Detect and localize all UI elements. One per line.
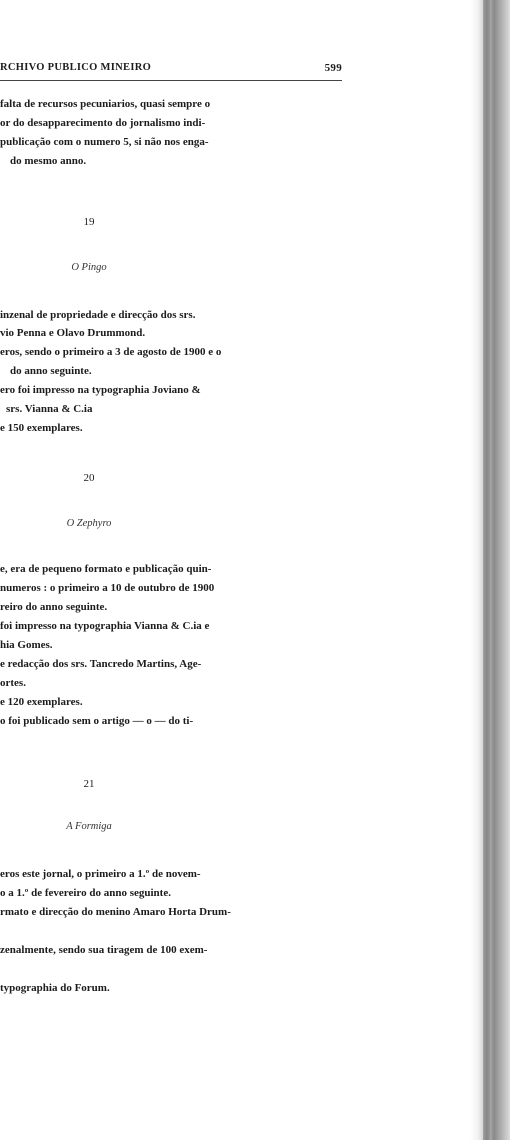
section-number: 20 — [83, 472, 95, 484]
section-number: 21 — [83, 778, 95, 790]
section-line: eros este jornal, o primeiro a 1.º de novem- — [0, 868, 201, 880]
section-title: A Formiga — [66, 821, 112, 832]
section-line: foi impresso na typographia Vianna & C.ia e — [0, 620, 210, 632]
intro-line: publicação com o numero 5, si não nos enga- — [0, 136, 209, 148]
section-number: 19 — [83, 216, 95, 228]
section-line: inzenal de propriedade e direcção dos srs. — [0, 309, 196, 321]
section-line: hia Gomes. — [0, 639, 53, 651]
section-line: numeros : o primeiro a 10 de outubro de 1900 — [0, 582, 215, 594]
book-spine-shadow — [470, 0, 510, 1140]
section-line: e redacção dos srs. Tancredo Martins, Age- — [0, 658, 202, 670]
section-line: reiro do anno seguinte. — [0, 601, 108, 613]
running-title: RCHIVO PUBLICO MINEIRO — [0, 62, 152, 73]
intro-line: falta de recursos pecuniarios, quasi sempre o — [0, 98, 211, 110]
section-line: o foi publicado sem o artigo — o — do ti- — [0, 715, 194, 727]
section-title: O Pingo — [71, 262, 107, 273]
section-line: srs. Vianna & C.ia — [6, 403, 93, 415]
intro-line: do mesmo anno. — [10, 155, 87, 167]
section-line: vio Penna e Olavo Drummond. — [0, 327, 146, 339]
section-line: ero foi impresso na typographia Joviano & — [0, 384, 201, 396]
section-line: rmato e direcção do menino Amaro Horta Drum- — [0, 906, 231, 918]
section-line: ortes. — [0, 677, 26, 689]
section-line: e 150 exemplares. — [0, 422, 83, 434]
header-rule — [0, 80, 342, 81]
section-line: e, era de pequeno formato e publicação quin- — [0, 563, 212, 575]
section-line: eros, sendo o primeiro a 3 de agosto de 1900 e o — [0, 346, 222, 358]
section-line: e 120 exemplares. — [0, 696, 83, 708]
section-title: O Zephyro — [66, 518, 112, 529]
page-number: 599 — [324, 62, 342, 74]
intro-line: or do desapparecimento do jornalismo indi- — [0, 117, 206, 129]
section-line: o a 1.º de fevereiro do anno seguinte. — [0, 887, 171, 899]
section-line: do anno seguinte. — [10, 365, 92, 377]
section-line: zenalmente, sendo sua tiragem de 100 exem- — [0, 944, 208, 956]
section-line: typographia do Forum. — [0, 982, 110, 994]
book-gutter — [483, 0, 490, 1140]
